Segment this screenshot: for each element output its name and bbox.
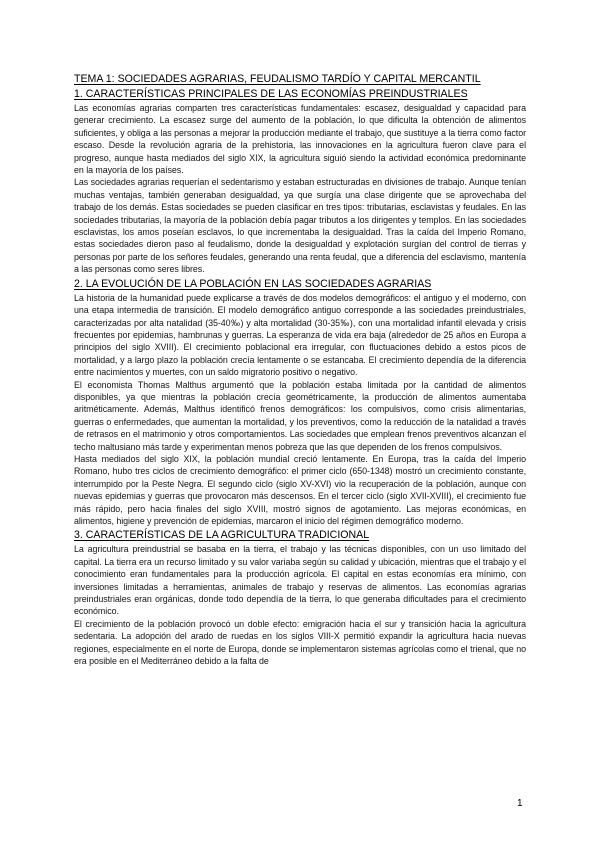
section-2-paragraph-1: La historia de la humanidad puede explicarse a través de dos modelos demográficos: el antiguo y el moderno, con una etapa intermedia de transición. El modelo demográfico antiguo corresponde a las sociedades preindustriales, caracterizadas por alta natalidad (35-40‰) y alta mortalidad (30-35‰), con una mortalidad infantil elevada y crisis frecuentes por epidemias, hambrunas y guerras. La esperanza de vida era baja (alrededor de 25 años en Europa a principios del siglo XVIII). El crecimiento poblacional era irregular, con fluctuaciones debido a estos picos de mortalidad, y a largo plazo la población crecía lentamente o se estancaba. El crecimiento dependía de la diferencia entre nacimientos y muertes, con un saldo migratorio positivo o negativo. [74,292,526,378]
section-2-paragraph-3: Hasta mediados del siglo XIX, la población mundial creció lentamente. En Europa, tras la caída del Imperio Romano, hubo tres ciclos de crecimiento demográfico: el primer ciclo (650-1348) mostró un crecimiento constante, interrumpido por la Peste Negra. El segundo ciclo (siglo XV-XVI) vio la recuperación de la población, aunque con nuevas epidemias y guerras que provocaron más descensos. En el tercer ciclo (siglo XVII-XVIII), el crecimiento fue más rápido, pero hacia finales del siglo XVIII, mostró signos de agotamiento. Las mejoras económicas, en alimentos, higiene y prevención de epidemias, marcaron el inicio del régimen demográfico moderno. [74,453,526,526]
section-3-paragraph-2: El crecimiento de la población provocó un doble efecto: emigración hacia el sur y transición hacia la agricultura sedentaria. La adopción del arado de ruedas en los siglos VIII-X permitió expandir la agricultura hacia nuevas regiones, especialmente en el norte de Europa, donde se implementaron sistemas agrícolas como el trienal, que no era posible en el Mediterráneo debido a la falta de [74,618,526,667]
document-title: TEMA 1: SOCIEDADES AGRARIAS, FEUDALISMO TARDÍO Y CAPITAL MERCANTIL [74,73,481,85]
section-1-paragraph-2: Las sociedades agrarias requerían el sedentarismo y estaban estructuradas en divisiones de trabajo. Aunque tenían muchas ventajas, también generaban desigualdad, ya que surgía una clase dirigente que se aprovechaba del trabajo de los demás. Estas sociedades se pueden clasificar en tres tipos: tributarias, esclavistas y feudales. En las sociedades tributarias, la mayoría de la población debía pagar tributos a los dirigentes y templos. En las sociedades esclavistas, los amos poseían esclavos, lo que incrementaba la desigualdad. Tras la caída del Imperio Romano, estas sociedades dieron paso al feudalismo, donde la desigualdad y explotación surgían del control de tierras y personas por parte de los señores feudales, generando una renta feudal, que a diferencia del esclavismo, mantenía a las personas como seres libres. [74,177,526,275]
section-1-heading: 1. CARACTERÍSTICAS PRINCIPALES DE LAS ECONOMÍAS PREINDUSTRIALES [74,88,468,100]
section-3-heading: 3. CARACTERÍSTICAS DE LA AGRICULTURA TRADICIONAL [74,529,370,542]
section-1-paragraph-1: Las economías agrarias comparten tres características fundamentales: escasez, desigualdad y capacidad para generar crecimiento. La escasez surge del aumento de la población, lo que dificulta la obtención de alimentos suficientes, y obliga a las personas a mejorar la producción mediante el trabajo, que sustituye a la tierra como factor escaso. Desde la revolución agraria de la prehistoria, las innovaciones en la agricultura fueron clave para el progreso, aunque hasta mediados del siglo XIX, la agricultura siguió siendo la actividad económica predominante en la mayoría de los países. [74,103,526,176]
page-content [74,72,526,667]
section-2-paragraph-2: El economista Thomas Malthus argumentó que la población estaba limitada por la cantidad de alimentos disponibles, ya que mientras la población crecía geométricamente, la producción de alimentos aumentaba aritméticamente. Además, Malthus identificó frenos demográficos: los compulsivos, como crisis alimentarias, guerras o enfermedades, que aumentan la mortalidad, y los preventivos, como la reducción de la natalidad a través de retrasos en el matrimonio y otros comportamientos. Las sociedades que emplean frenos preventivos alcanzan el techo maltusiano más tarde y experimentan menos pobreza que las que dependen de los frenos compulsivos. [74,379,526,452]
section-2-heading: 2. LA EVOLUCIÓN DE LA POBLACIÓN EN LAS SOCIEDADES AGRARIAS [74,277,432,290]
page-number: 1 [517,798,523,809]
section-3-paragraph-1: La agricultura preindustrial se basaba en la tierra, el trabajo y las técnicas disponibles, con un uso limitado del capital. La tierra era un recurso limitado y su valor variaba según su calidad y ubicación, mientras que el trabajo y el conocimiento eran fundamentales para la producción agrícola. El capital en estas economías era mínimo, con inversiones limitadas a herramientas, animales de trabajo y reservas de alimentos. Las economías agrarias preindustriales eran orgánicas, donde todo dependía de la tierra, lo que generaba dificultades para el crecimiento económico. [74,544,526,617]
